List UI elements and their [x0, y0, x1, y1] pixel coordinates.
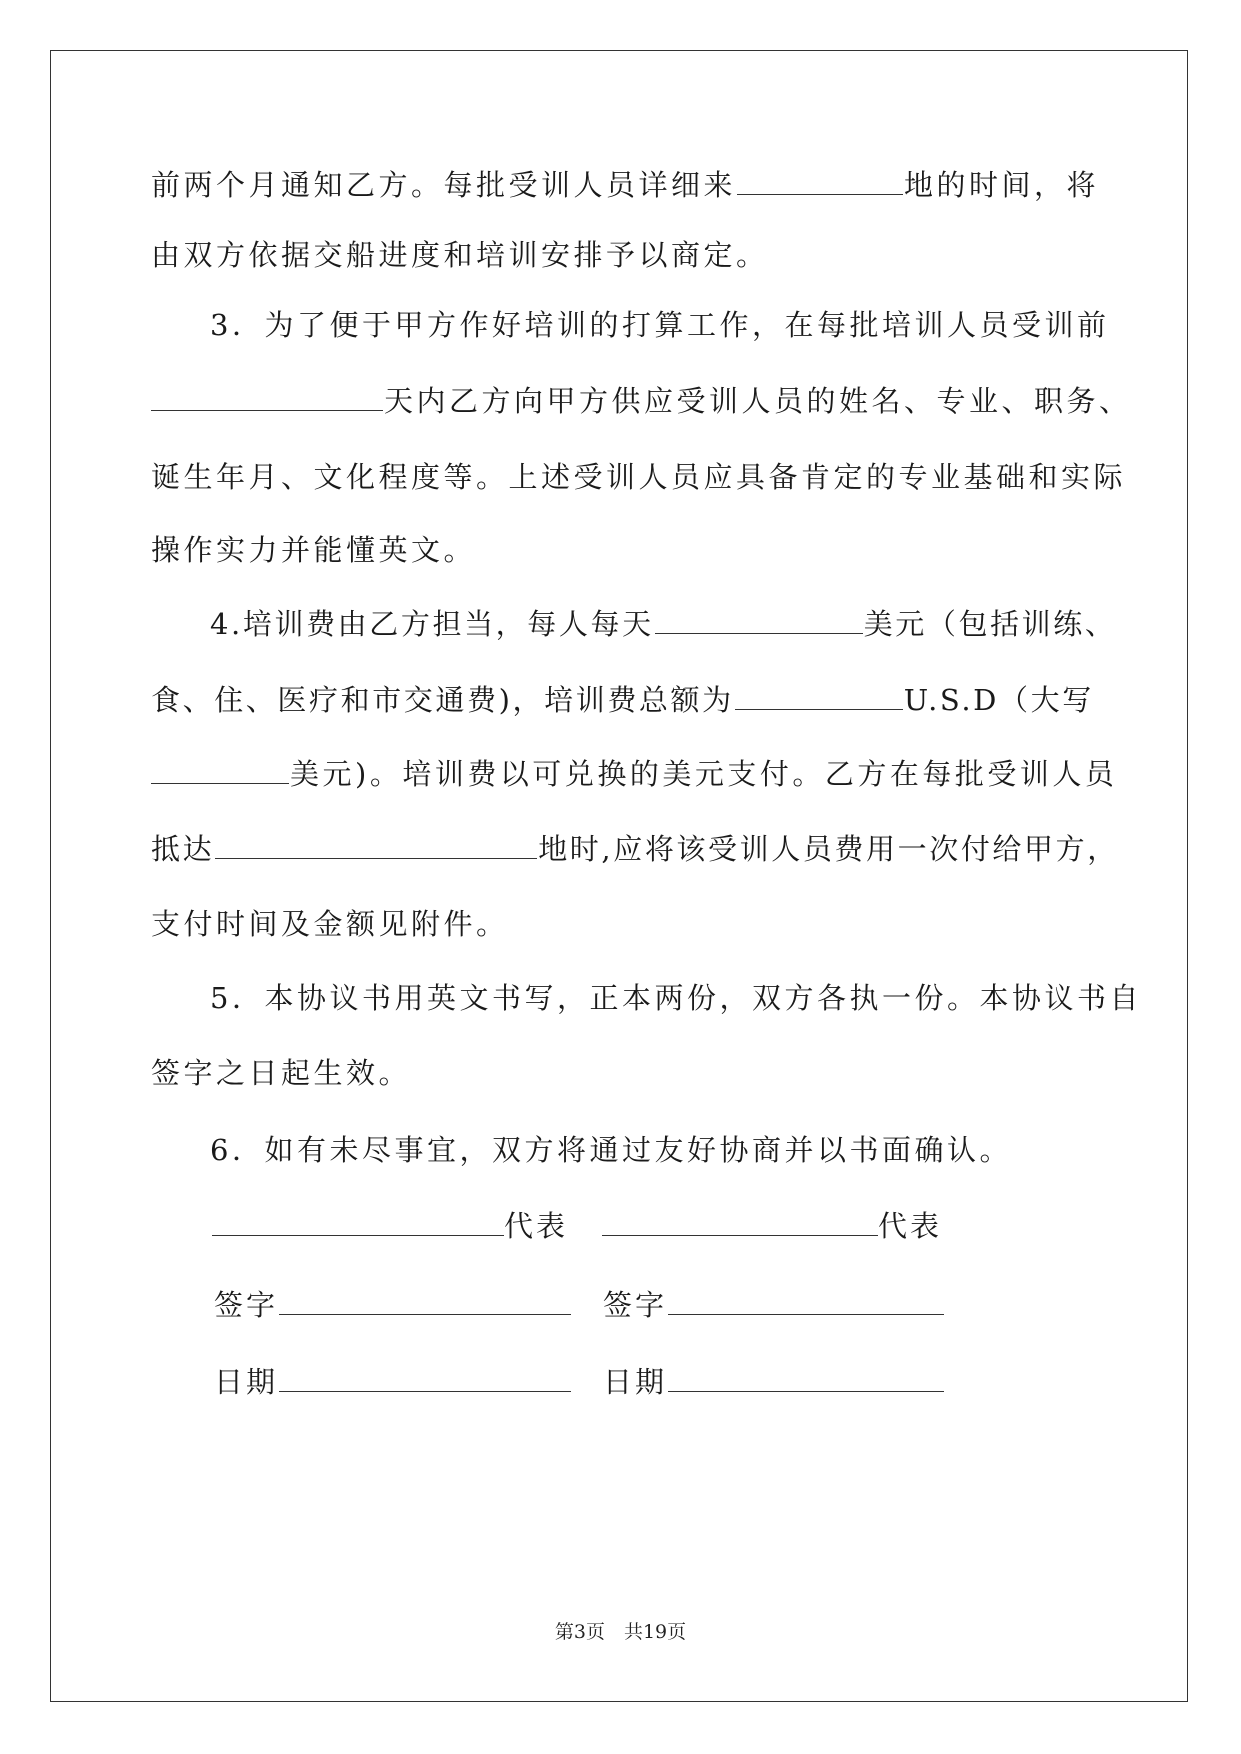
text-line: 签字之日起生效。 — [151, 1056, 412, 1090]
blank-line[interactable] — [151, 384, 383, 411]
text-line: 天内乙方向甲方供应受训人员的姓名、专业、职务、 — [151, 381, 1132, 421]
text-line: 5．本协议书用英文书写，正本两份，双方各执一份。本协议书自 — [210, 981, 1142, 1015]
party-a-representative: 代表 — [212, 1206, 568, 1246]
text-line: 支付时间及金额见附件。 — [151, 907, 509, 941]
blank-line[interactable] — [279, 1365, 571, 1392]
blank-line[interactable] — [215, 832, 537, 859]
party-a-signature: 签字 — [214, 1285, 572, 1325]
text-line: 前两个月通知乙方。每批受训人员详细来 地的时间，将 — [151, 168, 1100, 202]
blank-line[interactable] — [737, 168, 903, 195]
text-line: 操作实力并能懂英文。 — [151, 533, 477, 567]
text-line: 诞生年月、文化程度等。上述受训人员应具备肯定的专业基础和实际 — [151, 460, 1127, 494]
blank-line[interactable] — [212, 1209, 504, 1236]
text-line: 4.培训费由乙方担当，每人每天 美元（包括训练、 — [210, 607, 1117, 641]
blank-line[interactable] — [668, 1365, 944, 1392]
party-b-signature: 签字 — [603, 1285, 945, 1325]
blank-line[interactable] — [602, 1209, 878, 1236]
blank-line[interactable] — [279, 1288, 571, 1315]
page-border — [50, 50, 1188, 1702]
party-b-representative: 代表 — [602, 1206, 942, 1246]
text-line: 抵达 地时,应将该受训人员费用一次付给甲方， — [151, 832, 1119, 866]
blank-line[interactable] — [735, 683, 903, 710]
blank-line[interactable] — [668, 1288, 944, 1315]
blank-line[interactable] — [151, 757, 289, 784]
text-line: 美元)。培训费以可兑换的美元支付。乙方在每批受训人员 — [151, 754, 1117, 794]
blank-line[interactable] — [655, 607, 863, 634]
text-line: 由双方依据交船进度和培训安排予以商定。 — [151, 238, 769, 272]
text-line: 3．为了便于甲方作好培训的打算工作，在每批培训人员受训前 — [210, 308, 1110, 342]
text-line: 6．如有未尽事宜，双方将通过友好协商并以书面确认。 — [210, 1133, 1012, 1167]
party-a-date: 日期 — [214, 1362, 572, 1402]
text-line: 食、住、医疗和市交通费)，培训费总额为 U.S.D（大写 — [151, 683, 1094, 717]
party-b-date: 日期 — [603, 1362, 945, 1402]
page-footer: 第3页 共19页 — [554, 1621, 687, 1643]
